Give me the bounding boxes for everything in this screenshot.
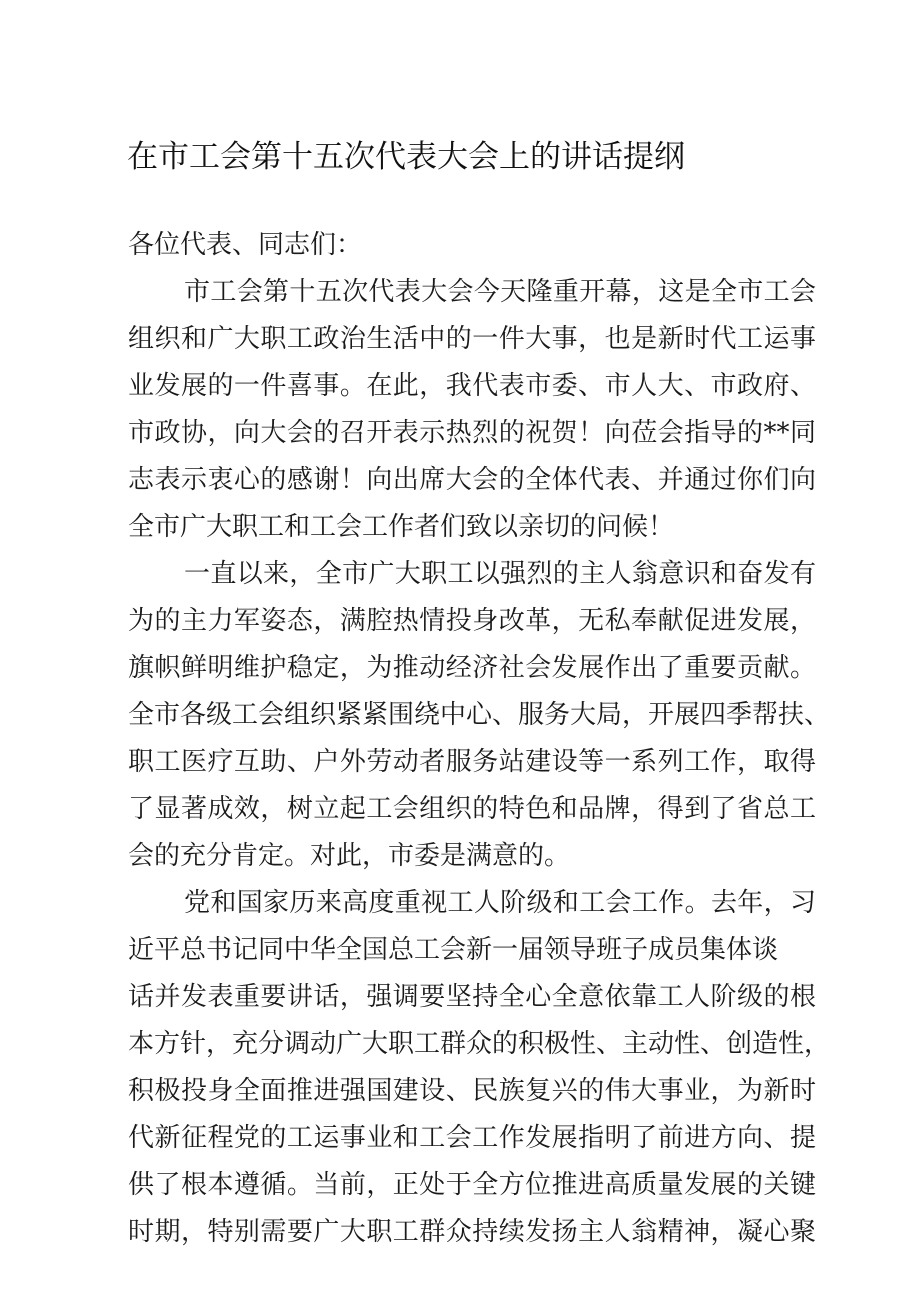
paragraph-3-line: 代新征程党的工运事业和工会工作发展指明了前进方向、提 [128,1123,816,1153]
paragraph-2-line: 为的主力军姿态，满腔热情投身改革，无私奉献促进发展， [128,606,816,636]
paragraph-2-line: 全市各级工会组织紧紧围绕中心、服务大局，开展四季帮扶、 [128,700,831,730]
paragraph-3-line: 近平总书记同中华全国总工会新一届领导班子成员集体谈 [128,935,779,965]
paragraph-2-line: 职工医疗互助、户外劳动者服务站建设等一系列工作，取得 [128,747,816,777]
paragraph-1-line: 市政协，向大会的召开表示热烈的祝贺！向莅会指导的**同 [128,418,816,448]
document-title: 在市工会第十五次代表大会上的讲话提纲 [127,139,685,175]
paragraph-1-line: 全市广大职工和工会工作者们致以亲切的问候！ [128,512,675,542]
paragraph-2-line: 会的充分肯定。对此，市委是满意的。 [128,841,571,871]
paragraph-2-line: 旗帜鲜明维护稳定，为推动经济社会发展作出了重要贡献。 [128,653,816,683]
paragraph-3-line: 时期，特别需要广大职工群众持续发扬主人翁精神，凝心聚 [128,1217,816,1247]
paragraph-1-line: 业发展的一件喜事。在此，我代表市委、市人大、市政府、 [128,371,816,401]
paragraph-3-line: 本方针，充分调动广大职工群众的积极性、主动性、创造性， [128,1029,831,1059]
salutation: 各位代表、同志们： [128,230,363,260]
paragraph-1-line: 志表示衷心的感谢！向出席大会的全体代表、并通过你们向 [128,465,816,495]
paragraph-1-line: 市工会第十五次代表大会今天隆重开幕，这是全市工会 [184,277,816,307]
paragraph-3-line: 供了根本遵循。当前，正处于全方位推进高质量发展的关键 [128,1170,816,1200]
paragraph-3-line: 话并发表重要讲话，强调要坚持全心全意依靠工人阶级的根 [128,982,816,1012]
paragraph-2-line: 一直以来，全市广大职工以强烈的主人翁意识和奋发有 [184,559,816,589]
paragraph-1-line: 组织和广大职工政治生活中的一件大事，也是新时代工运事 [128,324,816,354]
paragraph-2-line: 了显著成效，树立起工会组织的特色和品牌，得到了省总工 [128,794,816,824]
paragraph-3-line: 党和国家历来高度重视工人阶级和工会工作。去年，习 [184,888,816,918]
paragraph-3-line: 积极投身全面推进强国建设、民族复兴的伟大事业，为新时 [128,1076,816,1106]
